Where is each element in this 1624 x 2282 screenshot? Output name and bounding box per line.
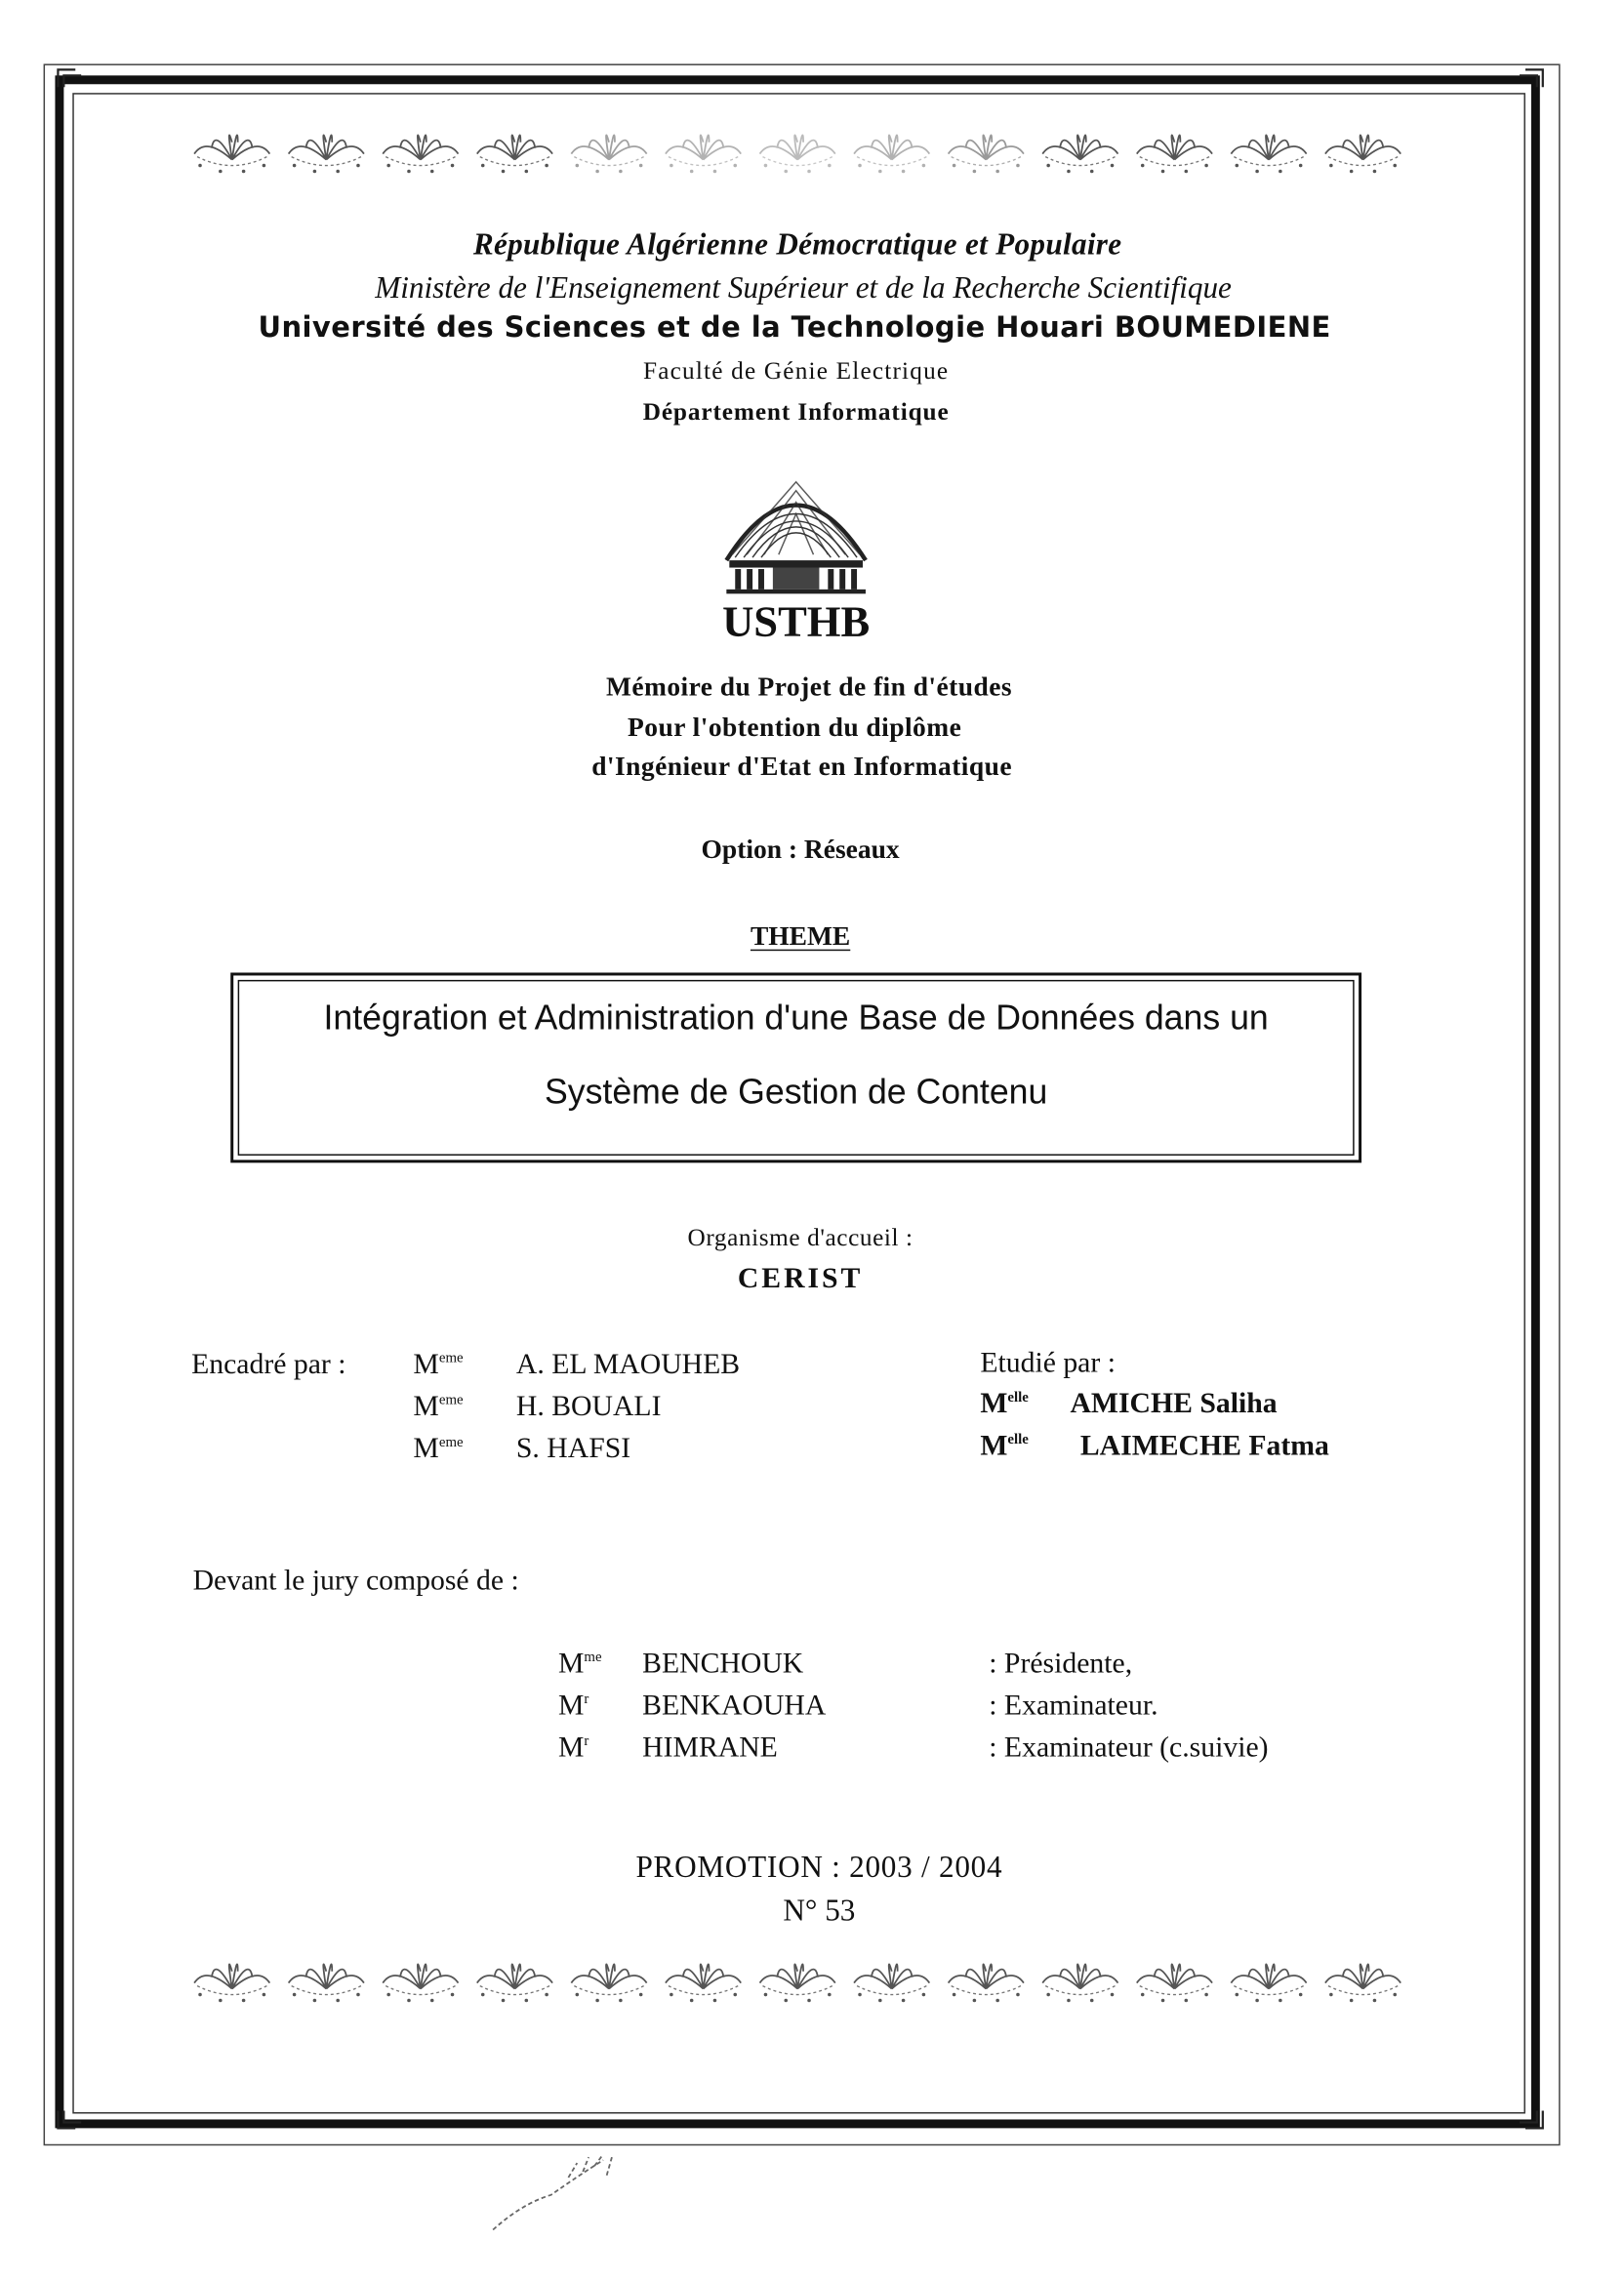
jury-member-title: $M^r$ <box>557 1690 589 1722</box>
etudie-label: Etudié par : <box>980 1347 1116 1379</box>
jury-member-name: HIMRANE <box>642 1732 778 1765</box>
jury-member-role: : Présidente, <box>989 1648 1133 1680</box>
memoire-line-2: Pour l'obtention du diplôme <box>628 713 962 744</box>
top-ornament-border-icon <box>174 119 1421 177</box>
jury-member-name: BENKAOUHA <box>642 1690 827 1722</box>
bottom-ornament-border-icon <box>174 1948 1421 2006</box>
corner-ornament-icon <box>55 61 84 90</box>
jury-member-role: : Examinateur. <box>989 1690 1158 1722</box>
supervisor-title: Meme <box>413 1390 464 1423</box>
student-name: AMICHE Saliha <box>1070 1387 1278 1420</box>
header-ministry: Ministère de l'Enseignement Supérieur et de la Recherche Scientifique <box>375 269 1232 306</box>
organisme-name: CERIST <box>737 1262 864 1295</box>
supervisor-name: H. BOUALI <box>515 1390 662 1423</box>
corner-ornament-icon <box>55 2108 84 2138</box>
handwritten-mark-icon <box>478 2145 637 2247</box>
supervisor-name: A. EL MAOUHEB <box>515 1348 741 1381</box>
header-university: Université des Sciences et de la Technologie Houari BOUMEDIENE <box>258 310 1331 345</box>
thesis-title-line-1: Intégration et Administration d'une Base de Données dans un <box>323 998 1269 1039</box>
organisme-label: Organisme d'accueil : <box>687 1223 914 1252</box>
logo-text: USTHB <box>722 596 871 642</box>
supervisor-title: Meme <box>413 1432 464 1465</box>
supervisor-name: S. HAFSI <box>515 1432 631 1465</box>
jury-member-title: $M^r$ <box>557 1732 589 1765</box>
corner-ornament-icon <box>1517 2108 1546 2138</box>
theme-label: THEME <box>750 922 851 953</box>
supervisor-title: Meme <box>413 1348 464 1381</box>
memoire-line-3: d'Ingénieur d'Etat en Informatique <box>591 753 1012 783</box>
student-name: LAIMECHE Fatma <box>1079 1429 1329 1462</box>
header-department: Département Informatique <box>642 397 950 426</box>
option-label: Option : Réseaux <box>701 835 900 866</box>
encadre-label: Encadré par : <box>191 1348 346 1381</box>
jury-member-role: : Examinateur (c.suivie) <box>989 1732 1269 1765</box>
header-republic: République Algérienne Démocratique et Populaire <box>472 226 1122 262</box>
jury-label: Devant le jury composé de : <box>192 1565 519 1598</box>
promotion: PROMOTION : 2003 / 2004 <box>635 1849 1003 1885</box>
header-faculty: Faculté de Génie Electrique <box>643 356 950 386</box>
document-number: N° 53 <box>783 1893 856 1929</box>
thesis-title-line-2: Système de Gestion de Contenu <box>544 1073 1048 1113</box>
student-title: $M^{elle}$ <box>980 1429 1029 1462</box>
university-logo <box>714 465 876 641</box>
corner-ornament-icon <box>1517 61 1546 90</box>
jury-member-name: BENCHOUK <box>642 1648 804 1680</box>
student-title: $M^{elle}$ <box>980 1387 1029 1420</box>
memoire-line-1: Mémoire du Projet de fin d'études <box>605 673 1013 703</box>
jury-member-title: $M^{me}$ <box>557 1648 602 1680</box>
